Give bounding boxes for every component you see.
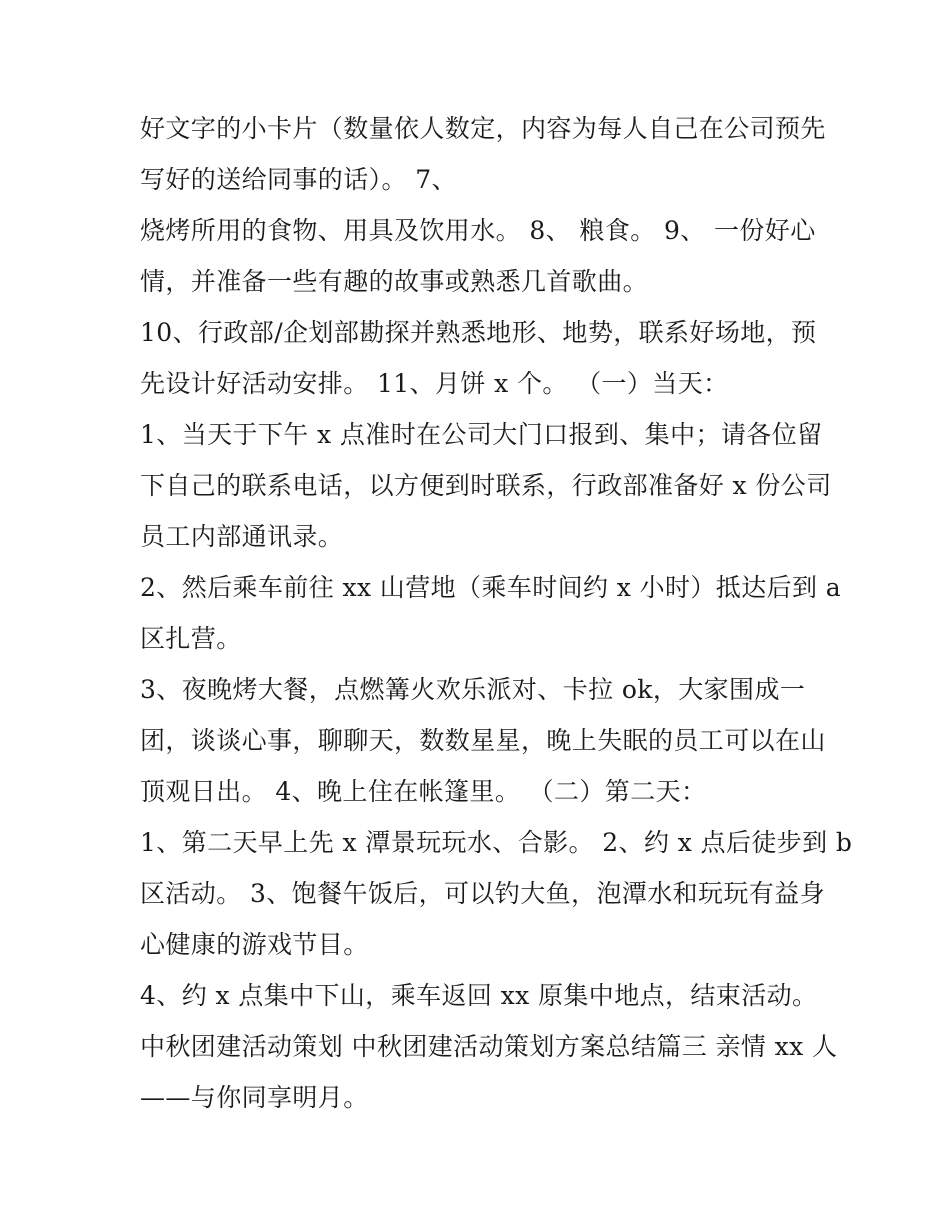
text-line: 10、行政部/企划部勘探并熟悉地形、地势，联系好场地，预 bbox=[140, 318, 817, 347]
text-line: 先设计好活动安排。 11、月饼 x 个。 （一）当天： bbox=[140, 369, 729, 398]
text-line: 好文字的小卡片（数量依人数定，内容为每人自己在公司预先 bbox=[140, 114, 826, 143]
text-line: ——与你同享明月。 bbox=[140, 1083, 369, 1112]
text-line: 2、然后乘车前往 xx 山营地（乘车时间约 x 小时）抵达后到 a bbox=[140, 573, 842, 602]
text-line: 心健康的游戏节目。 bbox=[140, 930, 369, 959]
text-line: 写好的送给同事的话）。 7、 bbox=[140, 165, 457, 194]
text-line: 中秋团建活动策划 中秋团建活动策划方案总结篇三 亲情 xx 人 bbox=[140, 1032, 838, 1061]
text-line: 下自己的联系电话，以方便到时联系，行政部准备好 x 份公司 bbox=[140, 471, 832, 500]
text-line: 团，谈谈心事，聊聊天，数数星星，晚上失眠的员工可以在山 bbox=[140, 726, 826, 755]
text-line: 1、第二天早上先 x 潭景玩玩水、合影。 2、约 x 点后徒步到 b bbox=[140, 828, 853, 857]
text-line: 烧烤所用的食物、用具及饮用水。 8、 粮食。 9、 一份好心 bbox=[140, 216, 816, 245]
text-line: 顶观日出。 4、晚上住在帐篷里。 （二）第二天： bbox=[140, 777, 707, 806]
text-line: 1、当天于下午 x 点准时在公司大门口报到、集中；请各位留 bbox=[140, 420, 823, 449]
text-line: 区活动。 3、饱餐午饭后，可以钓大鱼，泡潭水和玩玩有益身 bbox=[140, 879, 826, 908]
text-line: 员工内部通讯录。 bbox=[140, 522, 344, 551]
text-line: 3、夜晚烤大餐，点燃篝火欢乐派对、卡拉 ok，大家围成一 bbox=[140, 675, 806, 704]
text-line: 4、约 x 点集中下山，乘车返回 xx 原集中地点，结束活动。 bbox=[140, 981, 818, 1010]
text-line: 区扎营。 bbox=[140, 624, 242, 653]
text-line: 情，并准备一些有趣的故事或熟悉几首歌曲。 bbox=[140, 267, 649, 296]
